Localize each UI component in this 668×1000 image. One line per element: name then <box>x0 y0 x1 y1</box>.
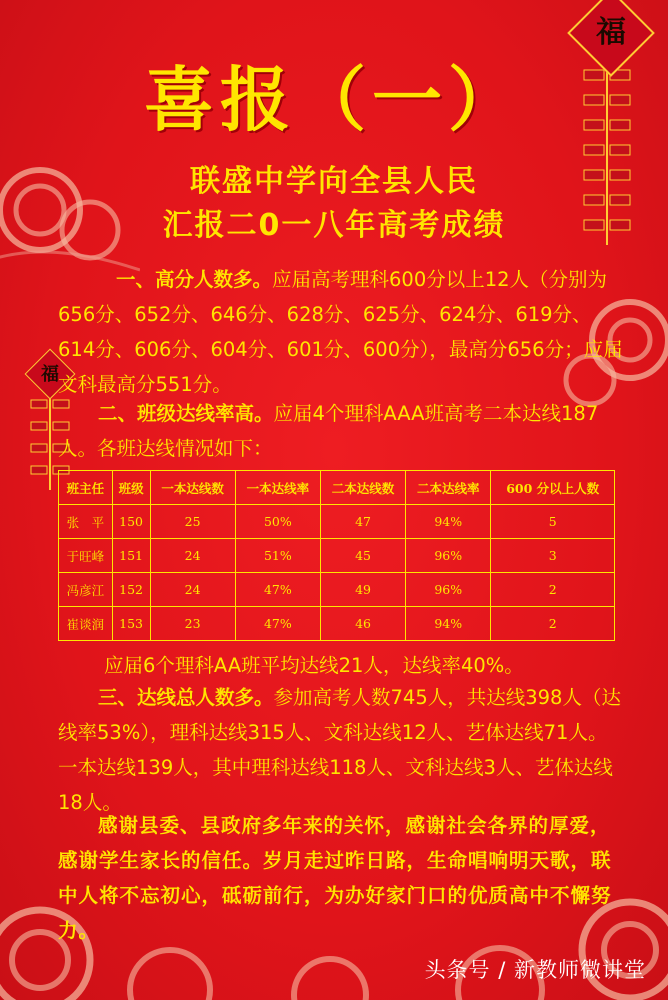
table-cell: 47% <box>235 607 320 641</box>
table-cell: 94% <box>406 505 491 539</box>
table-cell: 5 <box>491 505 615 539</box>
table-cell: 冯彦江 <box>59 573 113 607</box>
section-total-passes <box>58 680 623 820</box>
table-row <box>59 573 615 607</box>
section-class-rate-heading: 二、班级达线率高。 <box>98 402 274 425</box>
table-header-cell: 班主任 <box>59 471 113 505</box>
table-row <box>59 505 615 539</box>
table-cell: 2 <box>491 607 615 641</box>
table-cell: 51% <box>235 539 320 573</box>
section-class-rate-body: 应届4个理科AAA班高考二本达线187人。各班达线情况如下： <box>58 402 599 460</box>
poster-title: 喜报（一） <box>144 59 524 141</box>
table-cell: 152 <box>112 573 150 607</box>
section-high-scores-body: 应届高考理科600分以上12人（分别为656分、652分、646分、628分、625分、624分、619分、614分、606分、604分、601分、600分），最高分656分；应届文科最高分551分。 <box>58 268 623 396</box>
table-header-cell: 一本达线率 <box>235 471 320 505</box>
table-header-cell: 班级 <box>112 471 150 505</box>
table-cell: 50% <box>235 505 320 539</box>
section-high-scores-heading: 一、高分人数多。 <box>116 268 273 291</box>
table-row <box>59 607 615 641</box>
table-cell: 23 <box>150 607 235 641</box>
aa-class-summary: 应届6个理科AA班平均达线21人，达线率40%。 <box>104 654 524 677</box>
table-cell: 2 <box>491 573 615 607</box>
table-header-cell: 二本达线数 <box>320 471 405 505</box>
table-cell: 96% <box>406 539 491 573</box>
table-cell: 47 <box>320 505 405 539</box>
subtitle-line-2: 汇报二0一八年高考成绩 <box>162 208 506 243</box>
section-high-scores <box>58 262 623 402</box>
table-cell: 94% <box>406 607 491 641</box>
class-results-table <box>58 470 615 641</box>
section-total-passes-heading: 三、达线总人数多。 <box>98 686 274 709</box>
table-cell: 张 平 <box>59 505 113 539</box>
section-total-passes-body: 参加高考人数745人，共达线398人（达线率53%），理科达线315人、文科达线12人、艺体达线71人。一本达线139人，其中理科达线118人、文科达线3人、艺体达线18人。 <box>58 686 621 814</box>
table-cell: 3 <box>491 539 615 573</box>
table-cell: 153 <box>112 607 150 641</box>
table-cell: 150 <box>112 505 150 539</box>
table-header-cell: 二本达线率 <box>406 471 491 505</box>
table-cell: 47% <box>235 573 320 607</box>
table-header-cell: 600 分以上人数 <box>491 471 615 505</box>
table-header-cell: 一本达线数 <box>150 471 235 505</box>
table-cell: 49 <box>320 573 405 607</box>
section-class-rate <box>58 396 623 466</box>
subtitle-line-1: 联盛中学向全县人民 <box>190 164 478 199</box>
table-cell: 24 <box>150 539 235 573</box>
table-header-row <box>59 471 615 505</box>
thanks-paragraph: 感谢县委、县政府多年来的关怀，感谢社会各界的厚爱，感谢学生家长的信任。岁月走过昨日路，生命唱响明天歌，联中人将不忘初心，砥砺前行，为办好家门口的优质高中不懈努力。 <box>58 814 612 942</box>
table-cell: 崔谈润 <box>59 607 113 641</box>
fu-character-small: 福 <box>41 364 59 385</box>
table-cell: 46 <box>320 607 405 641</box>
table-cell: 24 <box>150 573 235 607</box>
table-cell: 151 <box>112 539 150 573</box>
fu-character: 福 <box>596 15 626 50</box>
source-watermark: 头条号 / 新教师微讲堂 <box>424 958 646 982</box>
table-cell: 25 <box>150 505 235 539</box>
table-cell: 96% <box>406 573 491 607</box>
table-cell: 45 <box>320 539 405 573</box>
table-cell: 于旺峰 <box>59 539 113 573</box>
table-row <box>59 539 615 573</box>
